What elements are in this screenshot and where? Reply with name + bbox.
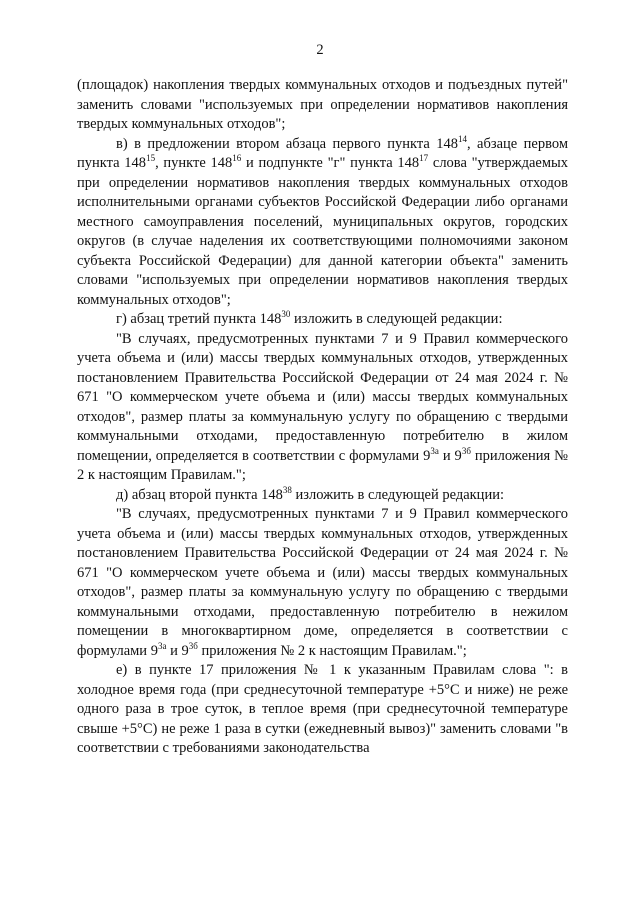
paragraph-text: и 9 — [166, 642, 189, 659]
paragraph-text: и 9 — [438, 447, 462, 464]
paragraph-p7 — [77, 661, 568, 759]
paragraph-text: "В случаях, предусмотренных пунктами 7 и 9 Правил коммерческого учета объема и (или) массы твердых коммунальных отходов, утвержденных постановлением Правительства Российской Федерации от 24 мая 2024 г. № 671 "О коммерческом учете объема и (или) массы твердых коммунальных отходов", размер платы за коммунальную услугу по обращению с твердыми коммунальными отходами, предоставленную потребителю в нежилом помещении в многоквартирном доме, определяется в соответствии с формулами 9 — [77, 506, 568, 659]
paragraph-text: изложить в следующей редакции: — [291, 486, 504, 503]
paragraph-text: , пункте 148 — [155, 155, 233, 171]
paragraph-p6 — [77, 505, 568, 661]
paragraph-p2 — [77, 135, 568, 311]
paragraph-text: приложения № 2 к настоящим Правилам."; — [77, 447, 568, 483]
paragraph-p5 — [77, 486, 568, 506]
superscript-index: 3б — [188, 640, 198, 651]
superscript-index: 3б — [461, 445, 471, 456]
paragraph-text: изложить в следующей редакции: — [290, 311, 503, 327]
paragraph-text: е) в пункте 17 приложения № 1 к указанным Правилам слова ": в холодное время года (при среднесуточной температуре +5°С и ниже) не реже одного раза в трое суток, в теплое время (при среднесуточной температуре свыше +5°С) не реже 1 раза в сутки (ежедневный вывоз)" заменить словами "в соответствии с требованиями законодательства — [77, 662, 568, 756]
paragraph-text: слова "утверждаемых при определении нормативов накопления твердых коммунальных отходов исполнительными органами субъектов Российской Федерации либо органами местного самоуправления поселений, муниципальных округов, городских округов (в случае наделения их соответствующими полномочиями законом субъекта Российской Федерации) для данной категории объекта" заменить словами "используемых при определении нормативов накопления твердых коммунальных отходов"; — [77, 155, 569, 308]
paragraph-p4 — [77, 330, 568, 486]
paragraph-p1 — [77, 76, 568, 135]
paragraph-text: д) абзац второй пункта 148 — [116, 486, 283, 503]
paragraph-text: "В случаях, предусмотренных пунктами 7 и 9 Правил коммерческого учета объема и (или) массы твердых коммунальных отходов, утвержденных постановлением Правительства Российской Федерации от 24 мая 2024 г. № 671 "О коммерческом учете объема и (или) массы твердых коммунальных отходов", размер платы за коммунальную услугу по обращению с твердыми коммунальными отходами, предоставленную потребителю в жилом помещении, определяется в соответствии с формулами 9 — [77, 330, 568, 464]
paragraph-text: (площадок) накопления твердых коммунальных отходов и подъездных путей" заменить словами "используемых при определении нормативов накопления твердых коммунальных отходов"; — [77, 77, 568, 132]
paragraph-text: г) абзац третий пункта 148 — [116, 311, 282, 327]
paragraph-text: в) в предложении втором абзаца первого пункта 148 — [116, 135, 458, 152]
paragraph-text: приложения № 2 к настоящим Правилам."; — [197, 642, 467, 659]
paragraph-text: , абзаце первом пункта 148 — [77, 135, 569, 171]
superscript-index: 16 — [232, 153, 242, 163]
superscript-index: 17 — [419, 153, 429, 163]
superscript-index: 30 — [281, 309, 291, 319]
superscript-index: 3а — [430, 445, 439, 456]
page-number: 2 — [316, 42, 324, 58]
paragraph-text: и подпункте "г" пункта 148 — [241, 155, 420, 171]
superscript-index: 15 — [146, 153, 156, 163]
superscript-index: 38 — [282, 484, 292, 495]
superscript-index: 14 — [457, 133, 467, 144]
superscript-index: 3а — [157, 640, 167, 651]
document-body — [77, 76, 568, 759]
paragraph-p3 — [77, 310, 568, 330]
